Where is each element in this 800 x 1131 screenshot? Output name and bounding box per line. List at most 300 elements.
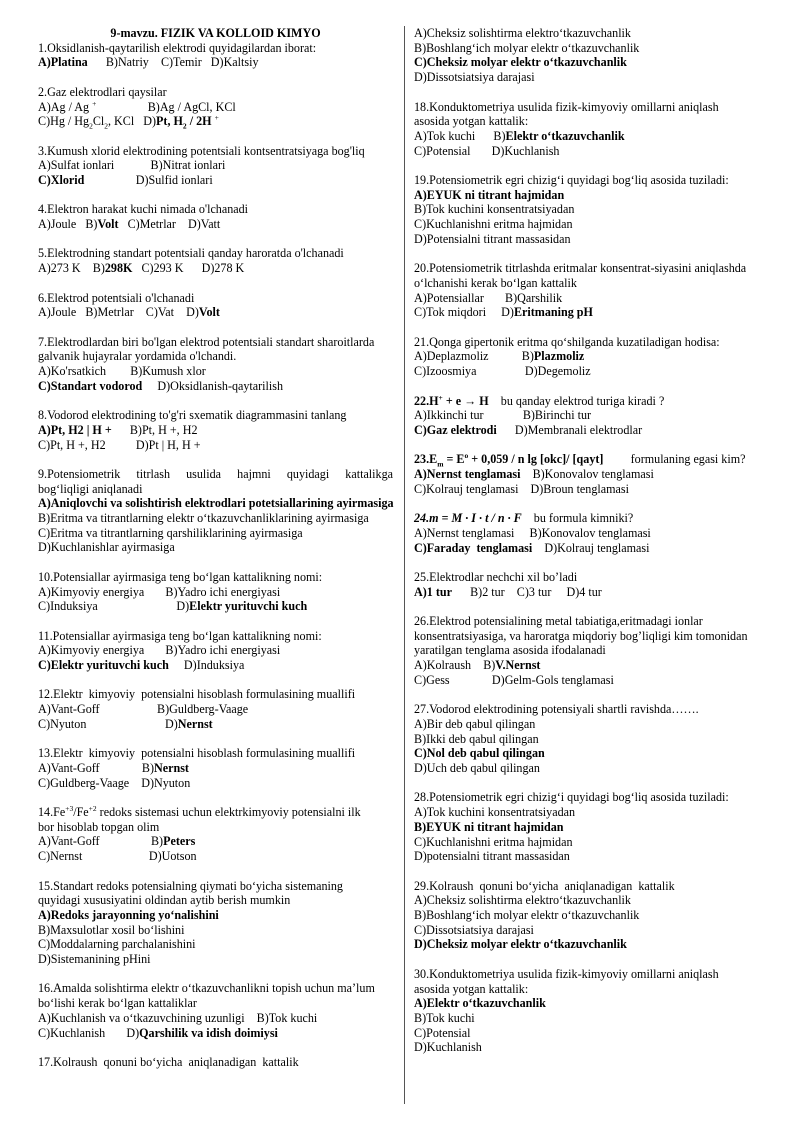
text-segment: 30.Konduktometriya usulida fizik-kimyoviy omillarni aniqlash <box>414 966 719 981</box>
question-line <box>414 232 768 247</box>
question-line <box>38 805 393 820</box>
text-segment: bu qanday elektrod turiga kiradi ? <box>488 393 665 408</box>
text-segment: D)Cheksiz molyar elektr o‘tkazuvchanlik <box>414 937 627 952</box>
text-segment: C)Nyuton D) <box>38 716 178 731</box>
text-segment: B)Tok kuchini konsentratsiyadan <box>414 202 575 217</box>
question-block <box>38 144 393 188</box>
question-line <box>414 937 768 952</box>
question-line <box>414 26 768 41</box>
question-line <box>38 379 393 394</box>
question-line <box>414 276 768 291</box>
text-segment: 14.Fe <box>38 805 66 820</box>
text-segment: 7.Elektrodlardan biri bo'lgan elektrod potentsiali standart sharoitlarda <box>38 334 375 349</box>
question-line <box>38 467 393 482</box>
text-segment: D)potensialni titrant massasidan <box>414 849 570 864</box>
text-segment: C)Izoosmiya D)Degemoliz <box>414 364 591 379</box>
question-line <box>414 511 768 526</box>
text-segment: B)EYUK ni titrant hajmidan <box>414 819 564 834</box>
text-segment: C)Kuchlanish D) <box>38 1025 140 1040</box>
question-block <box>414 100 768 159</box>
text-segment: redoks sistemasi uchun elektrkimyoviy potensialni ilk <box>96 805 361 820</box>
text-segment: + <box>438 392 443 402</box>
text-segment: B)Boshlang‘ich molyar elektr o‘tkazuvchanlik <box>414 908 640 922</box>
question-line <box>38 981 393 996</box>
text-segment: A)Ko'rsatkich B)Kumush xlor <box>38 364 206 379</box>
text-segment: D)Uch deb qabul qilingan <box>414 761 540 775</box>
text-segment: +2 <box>88 804 97 814</box>
text-segment: Plazmoliz <box>533 349 585 364</box>
text-segment: C)293 K D)278 K <box>132 261 245 276</box>
question-line <box>414 335 768 350</box>
text-segment: o‘lchanishi kerak bo‘lgan kattalik <box>414 275 577 290</box>
text-segment: A)Bir deb qabul qilingan <box>414 716 536 731</box>
question-block <box>38 746 393 790</box>
text-segment: A)Kimyoviy energiya B)Yadro ichi energiyasi <box>38 643 281 658</box>
question-line <box>38 55 393 70</box>
text-segment: bog‘liqligi aniqlanadi <box>38 481 143 496</box>
question-line <box>414 585 768 600</box>
question-line <box>38 629 393 644</box>
question-line <box>38 202 393 217</box>
question-block <box>38 202 393 231</box>
question-block <box>414 261 768 320</box>
question-line <box>414 394 768 409</box>
question-line <box>414 467 768 482</box>
text-segment: A)Tok kuchini konsentratsiyadan <box>414 805 576 820</box>
text-segment: D)Kuchlanish <box>414 1040 482 1055</box>
text-segment: V.Nernst <box>495 658 541 673</box>
text-segment: B)2 tur C)3 tur D)4 tur <box>451 584 602 599</box>
question-line <box>414 820 768 835</box>
question-line <box>414 849 768 864</box>
text-segment: 2 <box>89 121 93 131</box>
text-segment: A)Cheksiz solishtirma elektro‘tkazuvchanlik <box>414 26 631 40</box>
text-segment: 12.Elektr kimyoviy potensialni hisoblash formulasining muallifi <box>38 687 356 702</box>
text-segment: 2 <box>104 121 108 131</box>
text-segment: A)Ikkinchi tur B)Birinchi tur <box>414 408 592 423</box>
text-segment: C)Faraday tenglamasi <box>414 540 533 555</box>
question-line <box>38 41 393 56</box>
text-segment: 9.Potensiometrik titrlash usulida hajmni quyidagi kattalikga <box>38 466 393 481</box>
question-line <box>414 408 768 423</box>
question-line <box>414 629 768 644</box>
text-segment: D)Sistemanining pHini <box>38 952 151 967</box>
text-segment: 22.H <box>414 393 439 408</box>
question-line <box>38 820 393 835</box>
text-segment: B)Konovalov tenglamasi <box>520 467 654 481</box>
text-segment: 16.Amalda solishtirma elektr o‘tkazuvchanlikni topish uchun ma’lum <box>38 981 375 996</box>
question-block <box>38 467 393 555</box>
question-line <box>38 291 393 306</box>
question-line <box>414 364 768 379</box>
text-segment: A)1 tur <box>414 584 452 599</box>
question-line <box>38 173 393 188</box>
text-segment: A)Potensiallar B)Qarshilik <box>414 290 563 305</box>
question-line <box>38 599 393 614</box>
text-segment: yaratilgan tenglama asosida ifodalanadi <box>414 643 606 658</box>
text-segment: A)Tok kuchi B) <box>414 128 506 143</box>
text-segment: C)Guldberg-Vaage D)Nyuton <box>38 775 191 790</box>
text-segment: A)Kimyoviy energiya B)Yadro ichi energiyasi <box>38 584 281 599</box>
text-segment: 5.Elektrodning standart potentsiali qanday haroratda o'lchanadi <box>38 246 344 261</box>
question-block <box>414 173 768 247</box>
question-line <box>38 364 393 379</box>
question-line <box>414 996 768 1011</box>
question-line <box>38 658 393 673</box>
text-segment: 20.Potensiometrik titrlashda eritmalar konsentrat-siyasini aniqlashda <box>414 261 747 276</box>
question-line <box>38 335 393 350</box>
question-line <box>38 540 393 555</box>
text-segment: bu formula kimniki? <box>521 511 634 526</box>
question-line <box>414 452 768 467</box>
text-segment: B)Pt, H +, H2 <box>111 422 198 437</box>
question-block <box>414 335 768 379</box>
question-block <box>414 452 768 496</box>
text-segment: 298K <box>104 261 133 276</box>
text-segment: Elektr o‘tkazuvchanlik <box>505 128 625 143</box>
question-line <box>414 70 768 85</box>
question-line <box>414 114 768 129</box>
question-block <box>38 246 393 275</box>
text-segment: , KCl D) <box>108 114 157 129</box>
text-segment: 21.Qonga gipertonik eritma qo‘shilganda kuzatiladigan hodisa: <box>414 334 720 349</box>
question-line <box>414 879 768 894</box>
text-segment: 2 <box>182 121 187 131</box>
text-segment: Pt, H <box>156 114 183 129</box>
question-line <box>38 305 393 320</box>
text-segment: 6.Elektrod potentsiali o'lchanadi <box>38 290 195 305</box>
text-segment: C)Tok miqdori D) <box>414 305 514 320</box>
text-segment: Elektr yurituvchi kuch <box>189 599 308 614</box>
text-segment: C)Elektr yurituvchi kuch <box>38 658 169 673</box>
text-segment: A)Vant-Goff B)Guldberg-Vaage <box>38 702 249 717</box>
text-segment: + <box>92 98 97 108</box>
question-line <box>38 114 393 129</box>
question-line <box>414 41 768 56</box>
question-line <box>414 305 768 320</box>
question-block <box>38 629 393 673</box>
question-line <box>414 202 768 217</box>
text-segment: B)Ikki deb qabul qilingan <box>414 731 539 746</box>
question-block <box>38 291 393 320</box>
text-segment: C)Standart vodorod <box>38 378 143 393</box>
question-line <box>414 717 768 732</box>
text-segment: C)Kuchlanishni eritma hajmidan <box>414 834 573 849</box>
question-block <box>414 570 768 599</box>
text-segment: 11.Potensiallar ayirmasiga teng bo‘lgan kattalikning nomi: <box>38 628 322 643</box>
text-segment: A)Joule B) <box>38 217 98 232</box>
question-line <box>38 702 393 717</box>
question-line <box>38 937 393 952</box>
text-segment: C)Moddalarning parchalanishini <box>38 937 196 952</box>
question-block <box>414 967 768 1055</box>
question-line <box>414 893 768 908</box>
text-segment: Nernst <box>154 760 189 775</box>
text-segment: C)Hg / Hg <box>38 114 90 129</box>
text-segment: C)Xlorid <box>38 173 85 187</box>
text-segment: 25.Elektrodlar nechchi xil bo’ladi <box>414 569 578 584</box>
text-segment: A)EYUK ni titrant hajmidan <box>414 187 565 202</box>
column-divider <box>404 26 405 1104</box>
text-segment: 4.Elektron harakat kuchi nimada o'lchanadi <box>38 202 249 217</box>
question-line <box>414 643 768 658</box>
text-segment: C)Kuchlanishni eritma hajmidan <box>414 217 573 232</box>
question-line <box>38 144 393 159</box>
question-line <box>38 952 393 967</box>
question-line <box>38 217 393 232</box>
right-column <box>414 26 768 1055</box>
question-block <box>38 85 393 129</box>
text-segment: 26.Elektrod potensialining metal tabiatiga,eritmadagi ionlar <box>414 613 703 628</box>
text-segment: B)Eritma va titrantlarning elektr o‘tkazuvchanliklarining ayirmasiga <box>38 511 369 526</box>
text-segment: 24.m = M · I · t / n · F <box>414 511 522 526</box>
question-line <box>38 526 393 541</box>
question-block <box>38 335 393 394</box>
text-segment: quyidagi xususiyatini oldindan aytib berish mumkin <box>38 893 291 908</box>
text-segment: A)273 K B) <box>38 261 105 276</box>
text-segment: galvanik hujayralar yordamida o'lchandi. <box>38 349 237 364</box>
question-block <box>38 805 393 864</box>
question-block <box>414 790 768 864</box>
text-segment: / 2H <box>186 114 215 129</box>
text-segment: A)Sulfat ionlari B)Nitrat ionlari <box>38 158 226 173</box>
question-block <box>414 879 768 953</box>
question-block <box>414 394 768 438</box>
question-line <box>38 746 393 761</box>
question-line <box>414 570 768 585</box>
question-line <box>414 173 768 188</box>
question-line <box>414 1011 768 1026</box>
question-line <box>38 438 393 453</box>
question-line <box>38 687 393 702</box>
question-line <box>414 1026 768 1041</box>
question-line <box>414 261 768 276</box>
text-segment: 19.Potensiometrik egri chizig‘i quyidagi bog‘liq asosida tuziladi: <box>414 173 729 187</box>
text-segment: Peters <box>163 834 196 849</box>
text-segment: asosida yotgan kattalik: <box>414 981 529 996</box>
text-segment: = E <box>443 452 465 467</box>
question-line <box>414 658 768 673</box>
question-line <box>38 349 393 364</box>
text-segment: 23.E <box>414 452 438 467</box>
question-block <box>38 1055 393 1070</box>
text-segment: A)Vant-Goff B) <box>38 834 164 849</box>
text-segment: B)Ag / AgCl, KCl <box>96 99 236 114</box>
text-segment: Nernst <box>177 716 213 731</box>
text-segment: C)Nernst D)Uotson <box>38 849 197 864</box>
text-segment: D)Sulfid ionlari <box>84 173 213 187</box>
question-line <box>38 996 393 1011</box>
text-segment: C)Dissotsiatsiya darajasi <box>414 922 534 937</box>
question-block <box>414 702 768 776</box>
question-line <box>414 982 768 997</box>
question-line <box>38 261 393 276</box>
text-segment: D)Kuchlanishlar ayirmasiga <box>38 540 175 555</box>
text-segment: m <box>437 459 444 469</box>
left-column <box>38 26 393 1070</box>
question-line <box>414 923 768 938</box>
document-title: 9-mavzu. FIZIK VA KOLLOID KIMYO <box>110 26 321 40</box>
text-segment: A)Cheksiz solishtirma elektro‘tkazuvchanlik <box>414 893 631 908</box>
question-line <box>414 673 768 688</box>
question-line <box>38 158 393 173</box>
text-segment: Volt <box>198 305 220 320</box>
question-line <box>414 790 768 805</box>
question-block <box>414 614 768 688</box>
question-line <box>414 144 768 159</box>
question-line <box>414 482 768 497</box>
question-line <box>414 129 768 144</box>
question-line <box>38 908 393 923</box>
text-segment: C)Potensial D)Kuchlanish <box>414 143 560 158</box>
question-line <box>38 643 393 658</box>
question-line <box>414 188 768 203</box>
question-block <box>38 570 393 614</box>
question-line <box>38 879 393 894</box>
question-line <box>414 541 768 556</box>
text-segment: Qarshilik va idish doimiysi <box>139 1025 278 1040</box>
text-segment: A)Pt, H2 | H + <box>38 422 112 437</box>
question-line <box>38 423 393 438</box>
text-segment: 1.Oksidlanish-qaytarilish elektrodi quyidagilardan iborat: <box>38 40 317 55</box>
text-segment: 13.Elektr kimyoviy potensialni hisoblash formulasining muallifi <box>38 746 356 761</box>
question-line <box>38 496 393 511</box>
question-line <box>414 761 768 776</box>
text-segment: B)Tok kuchi <box>414 1010 475 1025</box>
text-segment: Eritmaning pH <box>513 305 593 320</box>
question-line <box>414 746 768 761</box>
text-segment: C)Nol deb qabul qilingan <box>414 746 545 761</box>
text-segment: + e → H <box>442 393 489 408</box>
text-segment: A)Vant-Goff B) <box>38 760 154 775</box>
text-segment: D)Kolrauj tenglamasi <box>532 540 650 555</box>
text-segment: B)Boshlang‘ich molyar elektr o‘tkazuvchanlik <box>414 40 640 55</box>
text-segment: C)Gaz elektrodi <box>414 422 497 437</box>
text-segment: A)Kolraush B) <box>414 658 496 673</box>
question-line <box>38 570 393 585</box>
question-block <box>38 408 393 452</box>
text-segment: C)Eritma va titrantlarning qarshiliklarining ayirmasiga <box>38 525 303 540</box>
text-segment: C)Gess D)Gelm-Gols tenglamasi <box>414 672 614 687</box>
question-line <box>414 291 768 306</box>
text-segment: 10.Potensiallar ayirmasiga teng bo‘lgan kattalikning nomi: <box>38 569 323 584</box>
question-line <box>38 1055 393 1070</box>
question-line <box>38 717 393 732</box>
text-segment: 28.Potensiometrik egri chizig‘i quyidagi bog‘liq asosida tuziladi: <box>414 790 729 805</box>
question-line <box>414 423 768 438</box>
text-segment: C)Cheksiz molyar elektr o‘tkazuvchanlik <box>414 55 627 70</box>
text-segment: bo‘lishi kerak bo‘lgan kattaliklar <box>38 996 197 1011</box>
text-segment: A)Platina <box>38 55 88 70</box>
question-line <box>414 805 768 820</box>
text-segment: B)Natriy C)Temir D)Kaltsiy <box>87 55 259 70</box>
question-line <box>414 702 768 717</box>
text-segment: C)Pt, H +, H2 D)Pt | H, H + <box>38 437 201 452</box>
question-line <box>38 585 393 600</box>
text-segment: D)Potensialni titrant massasidan <box>414 231 571 246</box>
question-line <box>414 55 768 70</box>
text-segment: B)Maxsulotlar xosil bo‘lishini <box>38 922 185 937</box>
question-line <box>414 1040 768 1055</box>
question-line <box>38 893 393 908</box>
text-segment: D)Induksiya <box>168 658 245 673</box>
question-line <box>38 511 393 526</box>
question-line <box>414 100 768 115</box>
text-segment: 3.Kumush xlorid elektrodining potentsiali kontsentratsiyaga bog'liq <box>38 143 365 158</box>
text-segment: 8.Vodorod elektrodining to'g'ri sxematik diagrammasini tanlang <box>38 408 347 423</box>
text-segment: + 0,059 / n lg [okc]/ [qayt] <box>468 452 604 467</box>
question-line <box>38 834 393 849</box>
text-segment: A)Elektr o‘tkazuvchanlik <box>414 996 546 1011</box>
text-segment: C)Metrlar D)Vatt <box>118 217 221 232</box>
question-block <box>38 981 393 1040</box>
text-segment: 15.Standart redoks potensialning qiymati bo‘yicha sistemaning <box>38 878 343 893</box>
text-segment: D)Oksidlanish-qaytarilish <box>142 378 284 393</box>
text-segment: 17.Kolraush qonuni bo‘yicha aniqlanadigan kattalik <box>38 1054 299 1069</box>
text-segment: A)Deplazmoliz B) <box>414 349 534 364</box>
text-segment: formulaning egasi kim? <box>603 452 746 467</box>
question-line <box>38 776 393 791</box>
text-segment: C)Kolrauj tenglamasi D)Broun tenglamasi <box>414 481 629 496</box>
question-line <box>38 923 393 938</box>
text-segment: C)Potensial <box>414 1025 471 1040</box>
text-segment: asosida yotgan kattalik: <box>414 114 529 129</box>
text-segment: A)Ag / Ag <box>38 99 93 114</box>
question-line <box>414 614 768 629</box>
text-segment: o <box>464 451 469 461</box>
question-line <box>38 849 393 864</box>
text-segment: 18.Konduktometriya usulida fizik-kimyoviy omillarni aniqlash <box>414 99 719 114</box>
question-line <box>38 246 393 261</box>
text-segment: D)Dissotsiatsiya darajasi <box>414 70 535 85</box>
question-line <box>414 835 768 850</box>
text-segment: 2.Gaz elektrodlari qaysilar <box>38 84 167 99</box>
text-segment: D)Membranali elektrodlar <box>496 422 643 437</box>
question-block <box>38 687 393 731</box>
question-line <box>38 1026 393 1041</box>
text-segment: 29.Kolraush qonuni bo‘yicha aniqlanadigan kattalik <box>414 878 675 893</box>
text-segment: A)Nernst tenglamasi <box>414 467 521 481</box>
question-line <box>38 100 393 115</box>
question-line <box>38 1011 393 1026</box>
text-segment: Volt <box>97 217 119 232</box>
question-line <box>38 482 393 497</box>
question-line <box>414 526 768 541</box>
question-block <box>414 511 768 555</box>
text-segment: A)Kuchlanish va o‘tkazuvchining uzunligi B)Tok kuchi <box>38 1010 318 1025</box>
question-block <box>414 26 768 85</box>
question-line <box>38 85 393 100</box>
question-line <box>38 408 393 423</box>
question-line <box>414 217 768 232</box>
question-line <box>414 967 768 982</box>
text-segment: A)Nernst tenglamasi B)Konovalov tenglamasi <box>414 525 651 540</box>
text-segment: konsentratsiyasiga, va haroratga miqdoriy bog’liqligi kim tomonidan <box>414 628 748 643</box>
question-block <box>38 41 393 70</box>
text-segment: C)Induksiya D) <box>38 599 190 614</box>
text-segment: Cl <box>92 114 105 129</box>
question-line <box>414 349 768 364</box>
question-block <box>38 879 393 967</box>
text-segment: A)Joule B)Metrlar C)Vat D) <box>38 305 199 320</box>
text-segment: A)Redoks jarayonning yo‘nalishini <box>38 907 219 922</box>
text-segment: +3 <box>65 804 74 814</box>
question-line <box>414 732 768 747</box>
text-segment: + <box>214 113 219 123</box>
text-segment: A)Aniqlovchi va solishtirish elektrodlari potetsiallarining ayirmasiga <box>38 496 394 511</box>
text-segment: bor hisoblab topgan olim <box>38 819 160 834</box>
question-line <box>414 908 768 923</box>
